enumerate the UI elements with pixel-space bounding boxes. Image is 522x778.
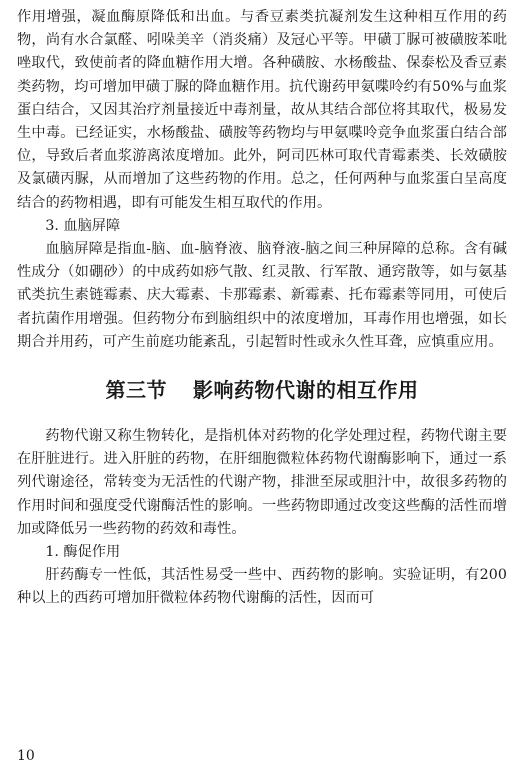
body-paragraph-blood-brain-barrier: 血脑屏障是指血-脑、血-脑脊液、脑脊液-脑之间三种屏障的总称。含有碱性成分（如硼砂）的中成药如痧气散、红灵散、行军散、通窍散等，如与氨基甙类抗生素链霉素、庆大霉素、卡那霉素、新霉素、托布霉素等同用，可使后者抗菌作用增强。但药物分布到脑组织中的浓度增加，耳毒作用也增强，如长期合并用药，可产生前庭功能紊乱，引起暂时性或永久性耳聋，应慎重应用。 xyxy=(17,241,507,350)
subsection-heading-blood-brain-barrier: 3. 血脑屏障 xyxy=(45,217,121,234)
body-paragraph-enzyme-induction: 肝药酶专一性低，其活性易受一些中、西药物的影响。实验证明，有200种以上的西药可增加肝微粒体药物代谢酶的活性，因而可 xyxy=(17,567,507,607)
section-title-text: 影响药物代谢的相互作用 xyxy=(193,378,419,403)
page-number: 10 xyxy=(17,748,35,764)
subsection-heading-enzyme-induction: 1. 酶促作用 xyxy=(45,544,121,561)
section-number: 第三节 xyxy=(105,378,167,403)
page-body xyxy=(17,6,507,611)
section-title xyxy=(17,374,507,403)
section-intro-paragraph: 药物代谢又称生物转化，是指机体对药物的化学处理过程，药物代谢主要在肝脏进行。进入肝脏的药物，在肝细胞微粒体药物代谢酶影响下，通过一系列代谢途径，常转变为无活性的代谢产物，排泄至尿或胆汁中，故很多药物的作用时间和强度受代谢酶活性的影响。一些药物即通过改变这些酶的活性而增加或降低另一些药物的药效和毒性。 xyxy=(17,428,507,537)
body-paragraph: 作用增强，凝血酶原降低和出血。与香豆素类抗凝剂发生这种相互作用的药物，尚有水合氯醛、吲哚美辛（消炎痛）及冠心平等。甲磺丁脲可被磺胺苯吡唑取代，致使前者的降血糖作用大增。各种磺胺、水杨酸盐、保泰松及香豆素类药物，均可增加甲磺丁脲的降血糖作用。抗代谢药甲氨喋呤约有50%与血浆蛋白结合，又因其治疗剂量接近中毒剂量，故从其结合部位将其取代，极易发生中毒。已经证实，水杨酸盐、磺胺等药物均与甲氨喋呤竞争血浆蛋白结合部位，导致后者血浆游离浓度增加。此外，阿司匹林可取代青霉素类、长效磺胺及氯磺丙脲，从而增加了这些药物的作用。总之，任何两种与血浆蛋白呈高度结合的药物相遇，即有可能发生相互取代的作用。 xyxy=(17,9,507,211)
